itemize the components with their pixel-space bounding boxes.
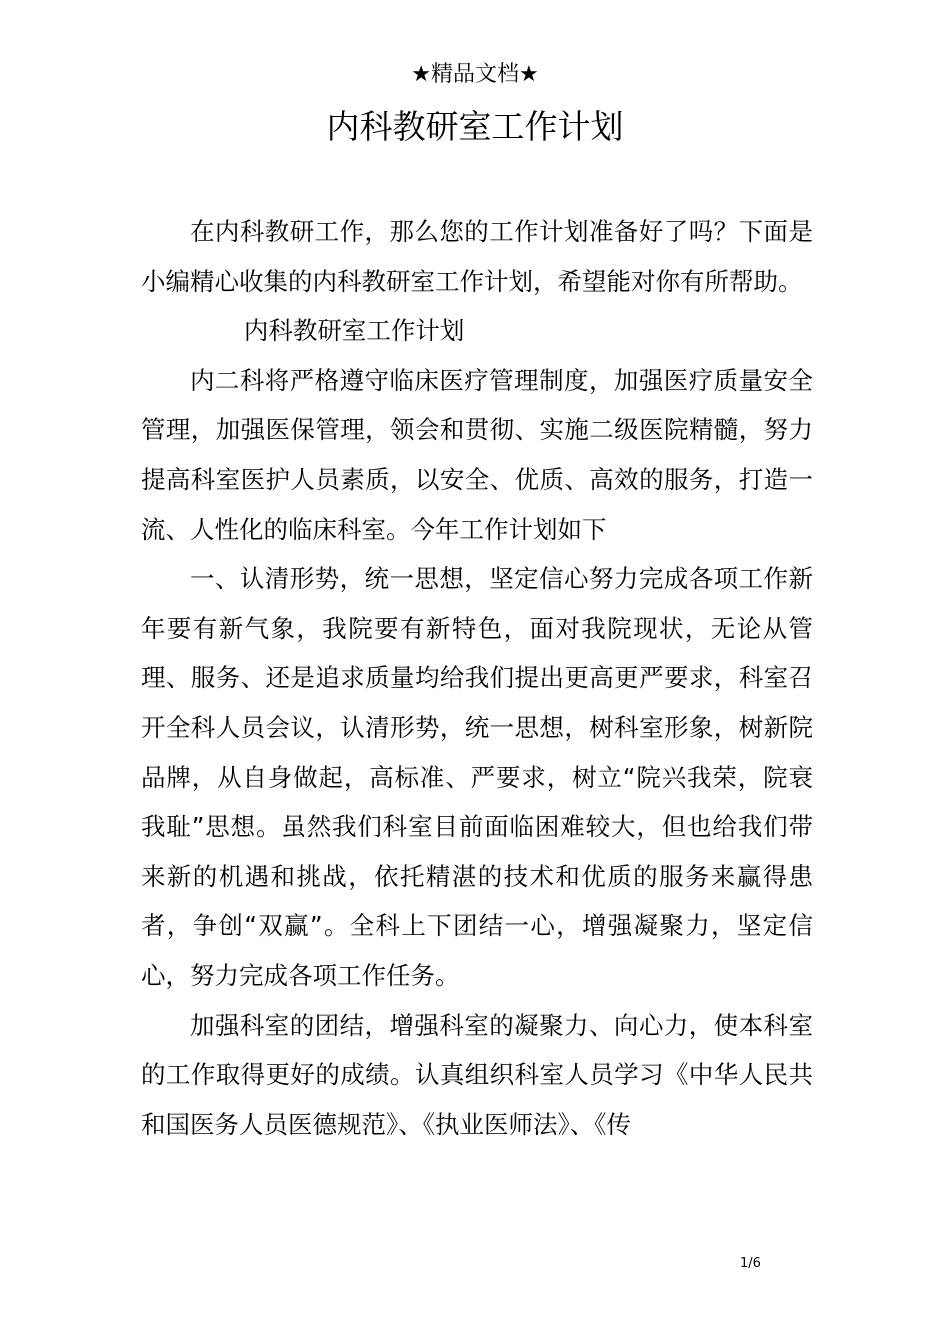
document-title: 内科教研室工作计划 [326, 107, 624, 146]
section-subtitle: 内科教研室工作计划 [243, 316, 465, 346]
page-number: 1/6 [740, 1256, 761, 1271]
overview-paragraph: 内二科将严格遵守临床医疗管理制度，加强医疗质量安全管理，加强医保管理，领会和贯彻、实施二级医院精髓，努力提高科室医护人员素质，以安全、优质、高效的服务，打造一流、人性化的临床科室。今年工作计划如下 [141, 365, 813, 544]
document-header: ★精品文档★ [411, 62, 539, 87]
document-body [141, 207, 813, 1149]
unity-paragraph: 加强科室的团结，增强科室的凝聚力、向心力，使本科室的工作取得更好的成绩。认真组织科室人员学习《中华人民共和国医务人员医德规范》、《执业医师法》、《传 [141, 1010, 813, 1139]
intro-paragraph: 在内科教研工作，那么您的工作计划准备好了吗？下面是小编精心收集的内科教研室工作计划，希望能对你有所帮助。 [141, 217, 813, 296]
section-one-paragraph: 一、认清形势，统一思想，坚定信心努力完成各项工作新年要有新气象，我院要有新特色，面对我院现状，无论从管理、服务、还是追求质量均给我们提出更高更严要求，科室召开全科人员会议，认清形势，统一思想，树科室形象，树新院品牌，从自身做起，高标准、严要求，树立“院兴我荣，院衰我耻”思想。虽然我们科室目前面临困难较大，但也给我们带来新的机遇和挑战，依托精湛的技术和优质的服务来赢得患者，争创“双赢”。全科上下团结一心，增强凝聚力，坚定信心，努力完成各项工作任务。 [141, 564, 813, 990]
